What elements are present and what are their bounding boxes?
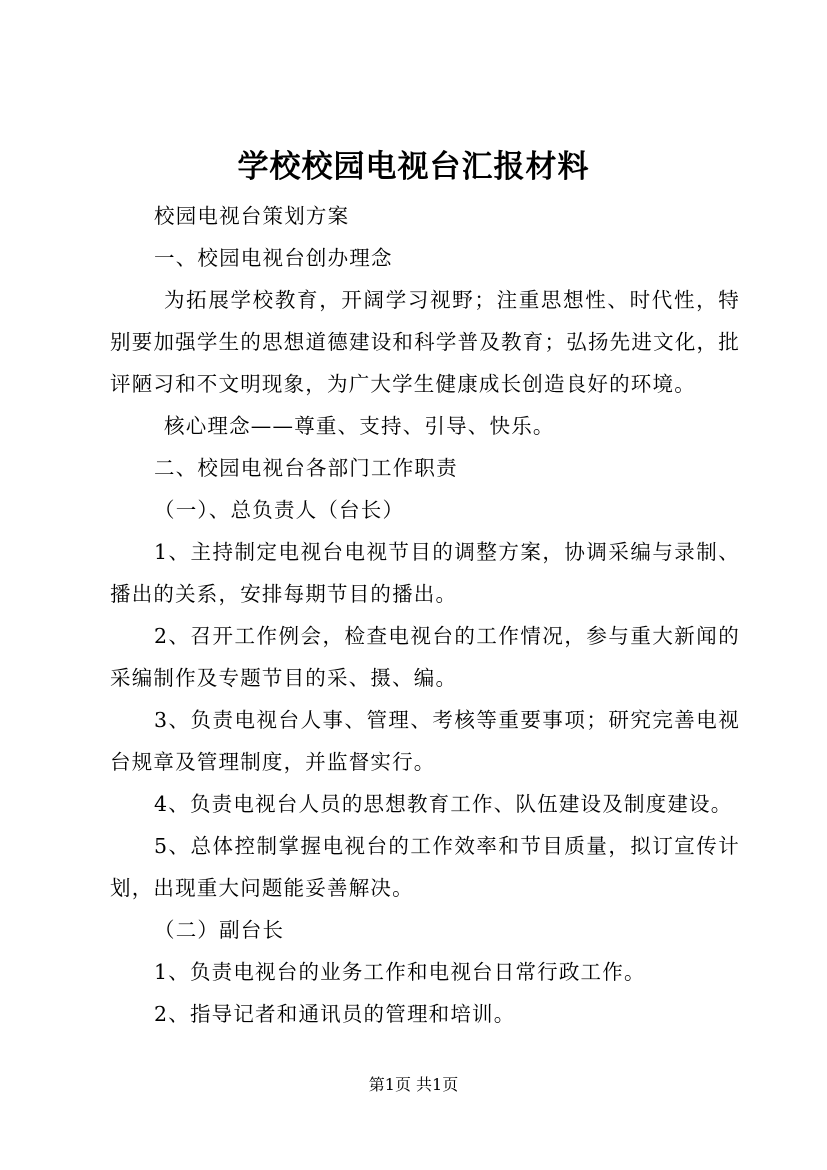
director-duty-item: 1、主持制定电视台电视节目的调整方案，协调采编与录制、播出的关系，安排每期节目的播出。 [110,540,740,606]
director-duty-item: 2、召开工作例会，检查电视台的工作情况，参与重大新闻的采编制作及专题节目的采、摄、编。 [110,624,740,690]
director-duty-item: 3、负责电视台人事、管理、考核等重要事项；研究完善电视台规章及管理制度，并监督实行。 [110,708,740,774]
plan-subtitle: 校园电视台策划方案 [154,204,350,228]
document-body [110,195,740,1035]
paragraph-purpose: 为拓展学校教育，开阔学习视野；注重思想性、时代性，特别要加强学生的思想道德建设和科学普及教育；弘扬先进文化，批评陋习和不文明现象，为广大学生健康成长创造良好的环境。 [110,288,740,396]
subsection-heading-deputy: （二）副台长 [154,918,285,942]
paragraph-core-concept: 核心理念——尊重、支持、引导、快乐。 [164,414,555,438]
page-number-footer: 第1页 共1页 [368,1075,459,1094]
document-title: 学校校园电视台汇报材料 [237,149,590,185]
director-duty-item: 4、负责电视台人员的思想教育工作、队伍建设及制度建设。 [154,792,733,816]
section-heading-2: 二、校园电视台各部门工作职责 [154,456,458,480]
deputy-duty-item: 1、负责电视台的业务工作和电视台日常行政工作。 [154,960,646,984]
section-heading-1: 一、校园电视台创办理念 [154,246,393,270]
subsection-heading-director: （一）、总负责人（台长） [154,498,405,522]
director-duty-item: 5、总体控制掌握电视台的工作效率和节目质量，拟订宣传计划，出现重大问题能妥善解决。 [110,834,740,900]
deputy-duty-item: 2、指导记者和通讯员的管理和培训。 [154,1002,516,1026]
